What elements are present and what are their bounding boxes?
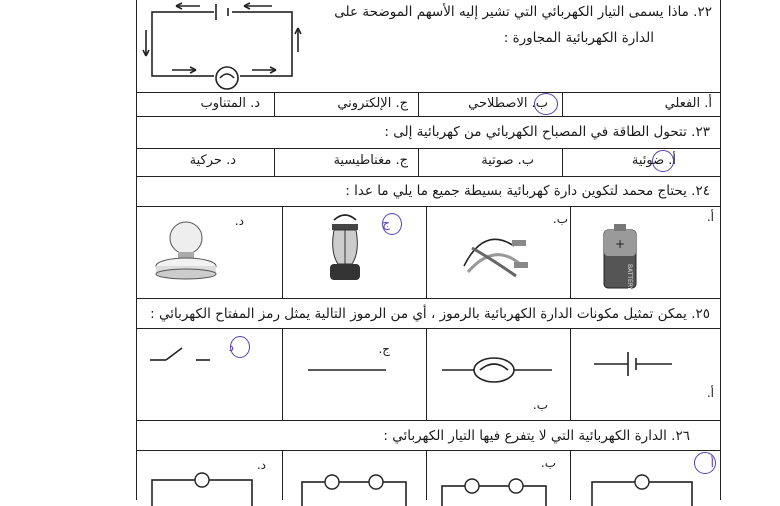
circuit-c: [296, 472, 416, 502]
lamp-symbol: [442, 356, 552, 384]
q23-option-d[interactable]: د. حركية: [189, 153, 236, 168]
q24-label-c: ج: [382, 216, 390, 230]
q22-option-a[interactable]: أ. الفعلي: [664, 96, 712, 111]
wires-image: [458, 218, 528, 278]
border-right: [720, 0, 721, 500]
q23-option-a[interactable]: أ. ضوئية: [631, 153, 676, 168]
q22-option-c[interactable]: ج. الإلكتروني: [337, 96, 408, 111]
svg-text:+: +: [614, 237, 626, 251]
rule: [136, 92, 720, 93]
q25-label-a: أ.: [706, 386, 714, 400]
q23-text: ٢٣. تتحول الطاقة في المصباح الكهربائي من كهربائية إلى :: [384, 124, 710, 140]
q26-text: ٢٦. الدارة الكهربائية التي لا يتفرع فيها التيار الكهربائي :: [383, 428, 690, 444]
q23-option-b[interactable]: ب. صوتية: [481, 153, 534, 168]
circuit-a: [586, 472, 706, 502]
q22-option-d[interactable]: د. المتناوب: [200, 96, 260, 111]
q24-label-d: د.: [234, 214, 244, 228]
q26-label-d: د.: [256, 458, 266, 472]
q22-line2: الدارة الكهربائية المجاورة :: [503, 30, 654, 46]
border-left: [136, 0, 137, 500]
answer-circle: [534, 93, 558, 115]
q23-option-c[interactable]: ج. مغناطيسية: [333, 153, 408, 168]
wire-symbol: [308, 368, 388, 372]
answer-circle: [652, 150, 674, 172]
bulb-image: [150, 216, 220, 280]
q25-label-b: ب.: [532, 398, 548, 412]
q25-label-d: د: [228, 340, 234, 354]
q25-label-c: ج.: [378, 342, 390, 356]
q24-label-a: أ.: [706, 210, 714, 224]
q22-option-b[interactable]: ب. الاصطلاحي: [468, 96, 548, 111]
q24-label-b: ب.: [552, 212, 568, 226]
answer-circle: [382, 213, 402, 235]
answer-circle: [694, 452, 716, 474]
q26-label-a: أ: [710, 456, 714, 470]
q24-text: ٢٤. يحتاج محمد لتكوين دارة كهربائية بسيطة جميع ما يلي ما عدا :: [345, 183, 710, 199]
battery-label: BATTERY: [626, 264, 633, 291]
q22-circuit-diagram: [136, 0, 296, 95]
answer-circle: [230, 336, 250, 358]
q25-text: ٢٥. يمكن تمثيل مكونات الدارة الكهربائية بالرموز ، أي من الرموز التالية يمثل رمز المفتاح الكهربائي :: [150, 306, 710, 322]
switch-symbol: [150, 346, 210, 366]
worksheet: [136, 0, 720, 500]
circuit-b: [436, 476, 556, 506]
battery-symbol: [594, 352, 674, 376]
lantern-image: [320, 212, 370, 292]
q22-line1: ٢٢. ماذا يسمى التيار الكهربائي التي تشير إليه الأسهم الموضحة على: [334, 4, 712, 20]
circuit-d: [146, 470, 266, 500]
q26-label-b: ب.: [540, 456, 556, 470]
battery-image: [598, 222, 644, 292]
